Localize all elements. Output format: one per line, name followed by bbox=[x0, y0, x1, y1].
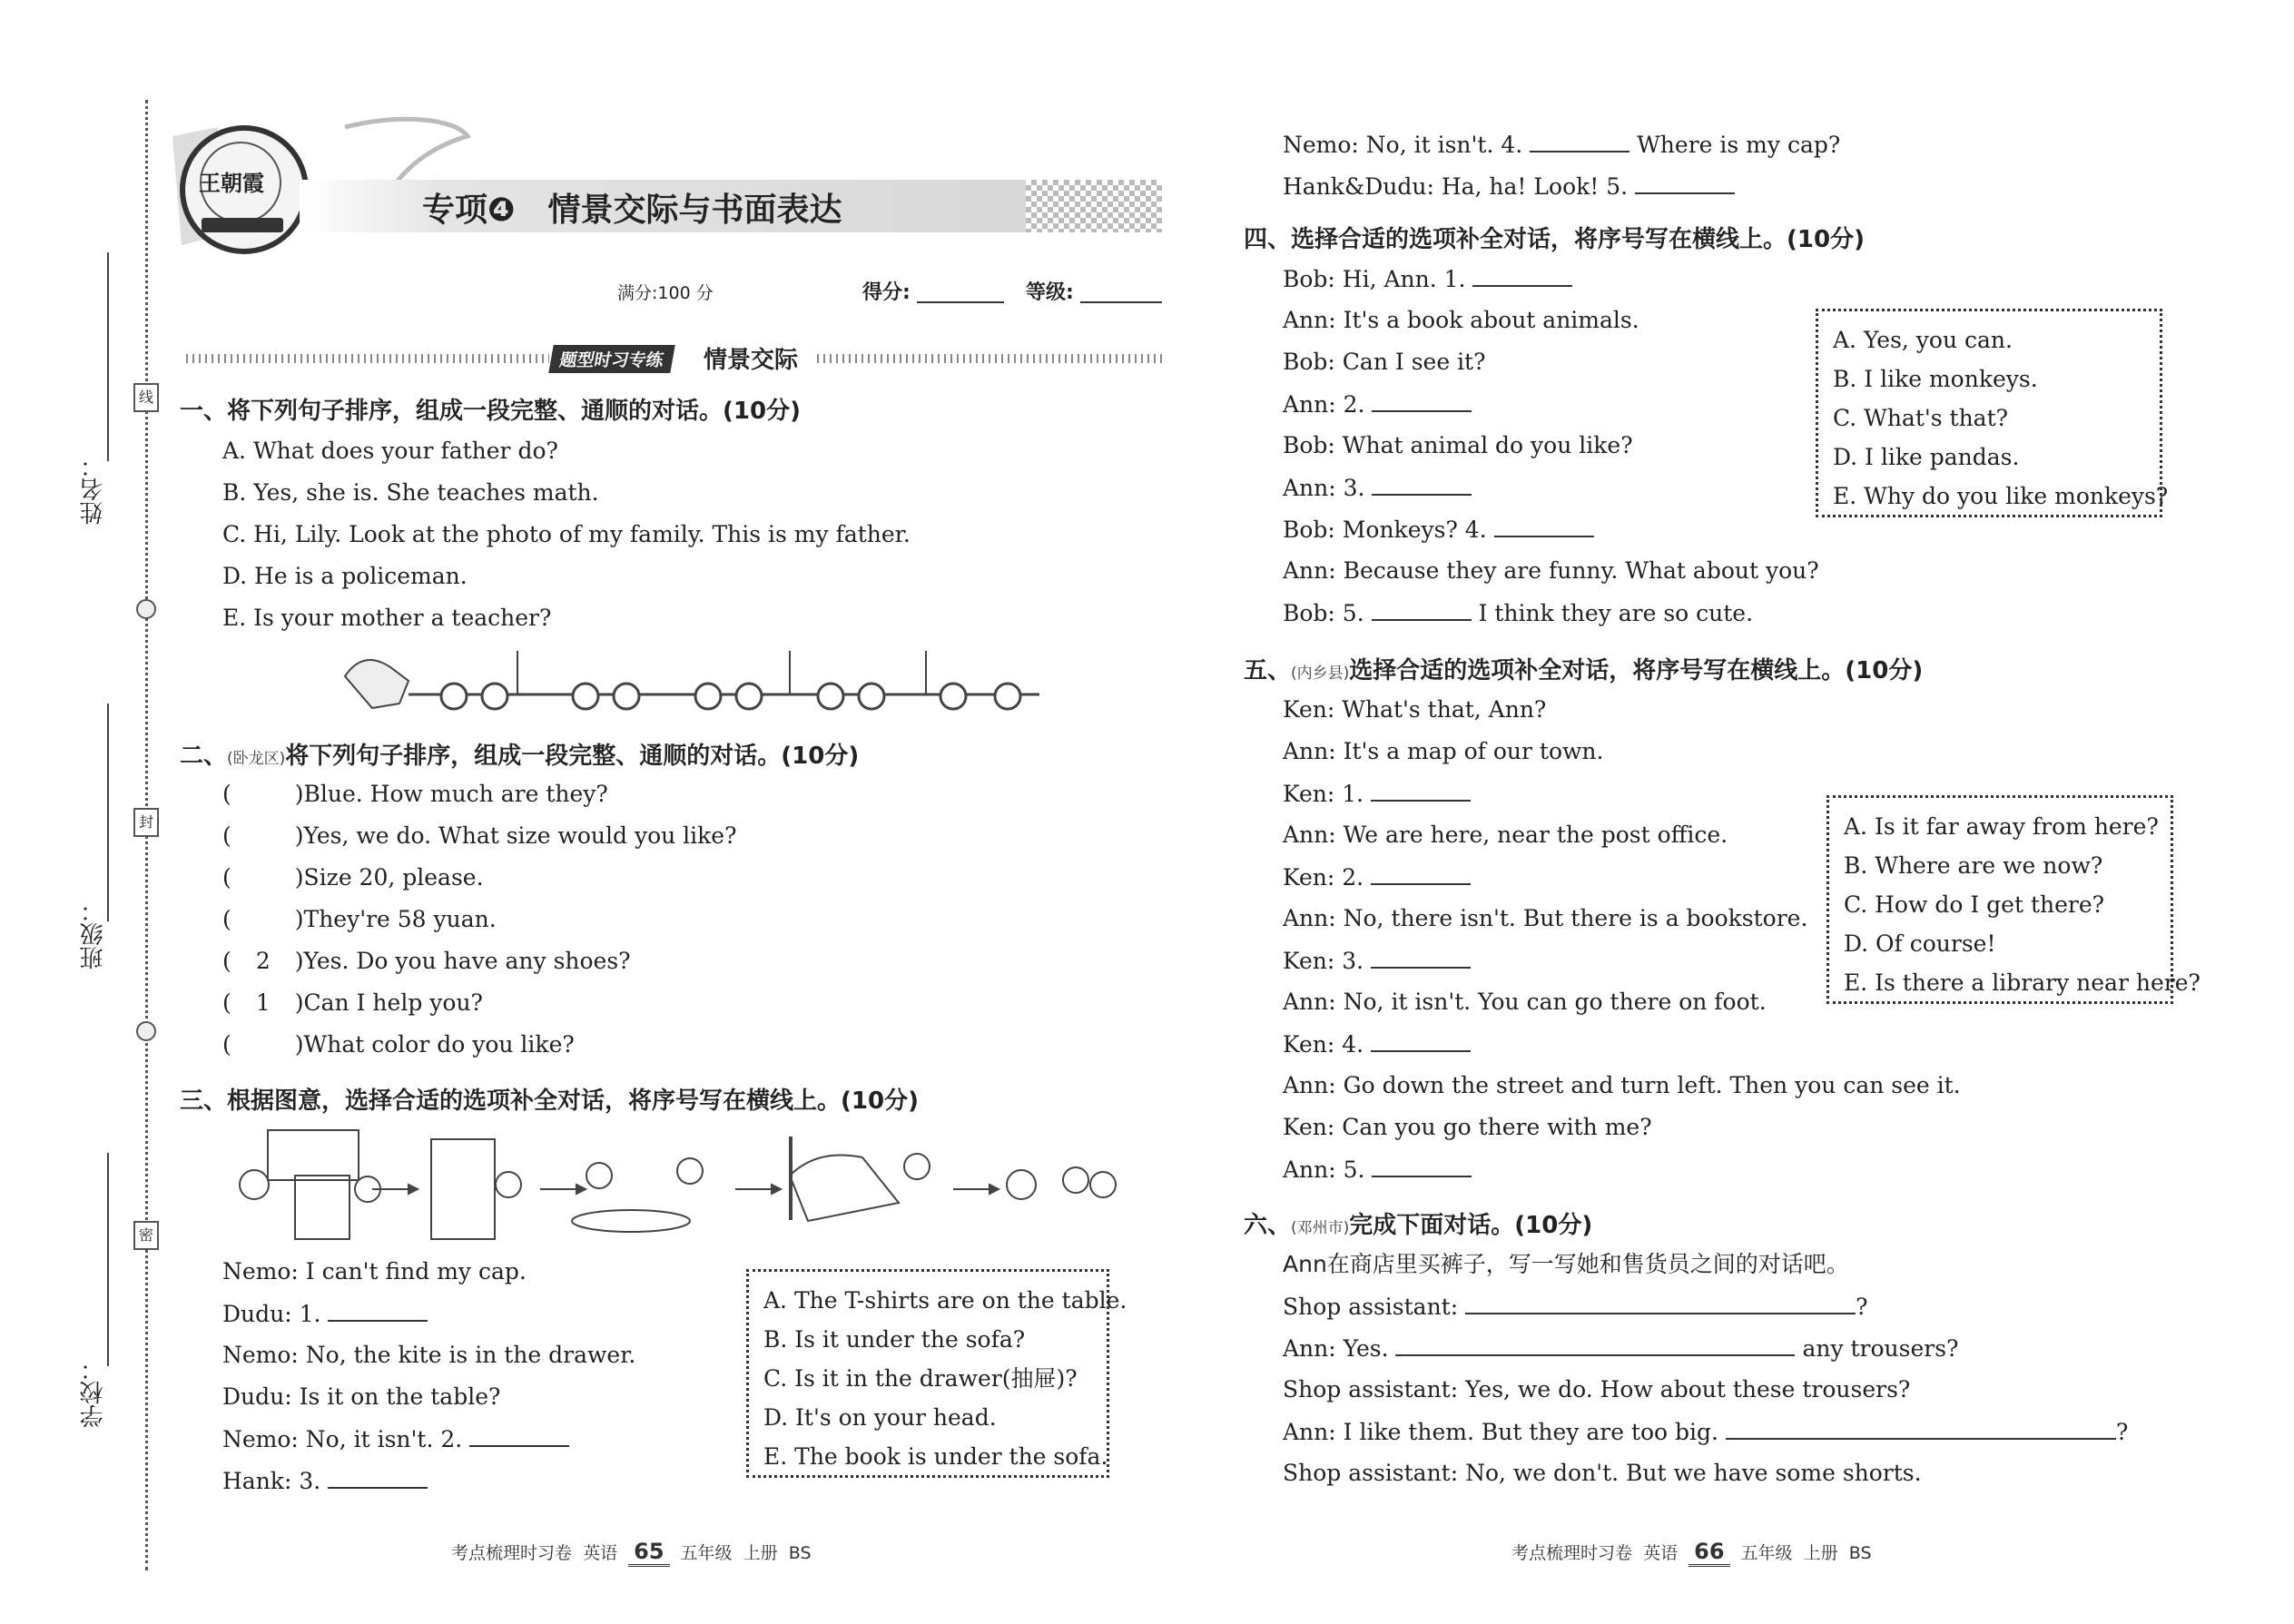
dash-rule bbox=[817, 354, 1162, 363]
answer-blank[interactable] bbox=[1494, 514, 1594, 537]
logo-text: 王朝霞 bbox=[199, 170, 264, 196]
name-label: 姓名： bbox=[80, 454, 107, 525]
s3-line: Nemo: No, it isn't. 4. Where is my cap? bbox=[1283, 129, 1840, 161]
answer-blank[interactable] bbox=[1372, 1154, 1472, 1177]
s5-line: Ken: 3. bbox=[1283, 945, 1471, 977]
s1-line: E. Is your mother a teacher? bbox=[222, 605, 552, 631]
score-field[interactable] bbox=[917, 301, 1004, 303]
s2-item: ( )Yes, we do. What size would you like? bbox=[222, 822, 737, 849]
s6-line: Shop assistant: Yes, we do. How about these trousers? bbox=[1283, 1376, 1911, 1403]
s5-options-box bbox=[1826, 795, 2200, 1004]
s6-line: Shop assistant: ? bbox=[1283, 1291, 1868, 1323]
footer-right: 考点梳理时习卷 英语 66 五年级 上册 BS bbox=[1511, 1539, 1872, 1567]
option: D. I like pandas. bbox=[1833, 444, 2020, 470]
s1-line: B. Yes, she is. She teaches math. bbox=[222, 479, 599, 506]
option: B. Is it under the sofa? bbox=[763, 1326, 1026, 1353]
s4-line: Bob: Hi, Ann. 1. bbox=[1283, 263, 1572, 295]
name-line bbox=[107, 252, 109, 461]
s3-line: Hank&Dudu: Ha, ha! Look! 5. bbox=[1283, 171, 1735, 202]
full-score: 满分:100 分 bbox=[617, 283, 714, 303]
s6-intro: Ann在商店里买裤子，写一写她和售货员之间的对话吧。 bbox=[1283, 1251, 1849, 1277]
answer-blank[interactable] bbox=[1395, 1333, 1795, 1356]
s3-options-box bbox=[746, 1269, 1127, 1478]
seal-mark-xian: 线 bbox=[133, 383, 159, 412]
s2-item: ( )They're 58 yuan. bbox=[222, 906, 497, 932]
brand-logo bbox=[180, 125, 309, 254]
binding-hole-icon bbox=[136, 1021, 156, 1041]
s2-item: ( )Size 20, please. bbox=[222, 864, 484, 891]
s5-line: Ann: It's a map of our town. bbox=[1283, 738, 1604, 764]
grade-field[interactable] bbox=[1080, 301, 1162, 303]
s4-line: Bob: Monkeys? 4. bbox=[1283, 514, 1594, 546]
s4-line: Ann: 3. bbox=[1283, 472, 1472, 504]
option: A. The T-shirts are on the table. bbox=[763, 1287, 1127, 1314]
s6-heading: 六、(邓州市)完成下面对话。(10分) bbox=[1244, 1212, 1593, 1239]
page-number: 65 bbox=[628, 1539, 669, 1567]
s6-line: Ann: I like them. But they are too big. ? bbox=[1283, 1416, 2128, 1448]
s3-line: Nemo: No, the kite is in the drawer. bbox=[222, 1342, 636, 1368]
s5-line: Ann: 5. bbox=[1283, 1154, 1472, 1186]
option: D. Of course! bbox=[1844, 930, 1996, 957]
s6-line: Ann: Yes. any trousers? bbox=[1283, 1333, 1958, 1364]
option: B. I like monkeys. bbox=[1833, 366, 2038, 392]
grade-label: 等级: bbox=[1026, 281, 1074, 304]
page-number: 66 bbox=[1689, 1539, 1729, 1567]
s4-line: Bob: What animal do you like? bbox=[1283, 432, 1633, 458]
s5-line: Ann: No, there isn't. But there is a bookstore. bbox=[1283, 905, 1808, 931]
page-title: 专项❹ 情景交际与书面表达 bbox=[422, 192, 842, 229]
answer-blank[interactable] bbox=[1371, 945, 1471, 969]
checker-decoration bbox=[1026, 180, 1162, 232]
s4-line: Ann: Because they are funny. What about you? bbox=[1283, 557, 1819, 584]
s4-heading: 四、选择合适的选项补全对话，将序号写在横线上。(10分) bbox=[1244, 226, 1865, 253]
s1-line: D. He is a policeman. bbox=[222, 563, 468, 589]
option: E. The book is under the sofa. bbox=[763, 1443, 1108, 1470]
option: E. Why do you like monkeys? bbox=[1833, 483, 2169, 509]
seal-mark-mi: 密 bbox=[133, 1221, 159, 1250]
s1-line: C. Hi, Lily. Look at the photo of my family. This is my father. bbox=[222, 521, 911, 547]
answer-blank[interactable] bbox=[1472, 263, 1572, 287]
s4-line: Bob: Can I see it? bbox=[1283, 349, 1486, 375]
answer-blank[interactable] bbox=[1371, 1029, 1471, 1052]
footer-left: 考点梳理时习卷 英语 65 五年级 上册 BS bbox=[451, 1539, 812, 1567]
s1-heading: 一、将下列句子排序，组成一段完整、通顺的对话。(10分) bbox=[180, 398, 801, 425]
answer-blank[interactable] bbox=[469, 1423, 569, 1447]
binding-hole-icon bbox=[136, 599, 156, 619]
s3-line: Dudu: Is it on the table? bbox=[222, 1383, 501, 1410]
s5-line: Ken: 2. bbox=[1283, 861, 1471, 893]
s1-line: A. What does your father do? bbox=[222, 438, 558, 464]
s6-line: Shop assistant: No, we don't. But we have some shorts. bbox=[1283, 1460, 1922, 1486]
s3-line: Dudu: 1. bbox=[222, 1298, 428, 1330]
s5-line: Ken: 4. bbox=[1283, 1029, 1471, 1060]
s2-item: ( 2 )Yes. Do you have any shoes? bbox=[222, 946, 631, 977]
option: A. Yes, you can. bbox=[1833, 327, 2013, 353]
s5-line: Ann: Go down the street and turn left. Then you can see it. bbox=[1283, 1072, 1961, 1098]
s3-line: Nemo: No, it isn't. 2. bbox=[222, 1423, 569, 1455]
s3-heading: 三、根据图意，选择合适的选项补全对话，将序号写在横线上。(10分) bbox=[180, 1088, 919, 1115]
school-label: 学校： bbox=[80, 1357, 107, 1428]
option: B. Where are we now? bbox=[1844, 852, 2103, 879]
option: C. Is it in the drawer(抽屉)? bbox=[763, 1365, 1078, 1392]
s4-line: Bob: 5. I think they are so cute. bbox=[1283, 597, 1753, 629]
option: E. Is there a library near here? bbox=[1844, 969, 2200, 996]
answer-blank[interactable] bbox=[1530, 129, 1629, 153]
s2-item: ( )What color do you like? bbox=[222, 1031, 575, 1058]
answer-blank[interactable] bbox=[1371, 778, 1471, 802]
option: D. It's on your head. bbox=[763, 1404, 997, 1431]
score-label: 得分: bbox=[862, 281, 911, 304]
s5-line: Ann: No, it isn't. You can go there on foot. bbox=[1283, 989, 1767, 1015]
seal-mark-feng: 封 bbox=[133, 808, 159, 837]
answer-blank[interactable] bbox=[1726, 1416, 2116, 1440]
answer-blank[interactable] bbox=[328, 1298, 428, 1322]
school-line bbox=[107, 1153, 109, 1366]
s4-options-box bbox=[1816, 309, 2169, 517]
option: C. How do I get there? bbox=[1844, 891, 2105, 918]
s5-line: Ken: 1. bbox=[1283, 778, 1471, 810]
horse-carriage-illustration bbox=[336, 640, 1044, 722]
s5-line: Ken: What's that, Ann? bbox=[1283, 696, 1547, 723]
answer-blank[interactable] bbox=[1635, 171, 1735, 194]
story-illustration bbox=[227, 1121, 1135, 1248]
class-line bbox=[107, 704, 109, 921]
s2-item: ( )Blue. How much are they? bbox=[222, 781, 608, 807]
answer-blank[interactable] bbox=[328, 1465, 428, 1489]
class-label: 班级： bbox=[80, 899, 107, 969]
s5-line: Ann: We are here, near the post office. bbox=[1283, 822, 1728, 848]
answer-slot[interactable]: 2 bbox=[255, 948, 271, 974]
option: A. Is it far away from here? bbox=[1844, 813, 2159, 840]
s4-line: Ann: 2. bbox=[1283, 389, 1472, 420]
answer-blank[interactable] bbox=[1372, 389, 1472, 412]
s5-line: Ken: Can you go there with me? bbox=[1283, 1114, 1652, 1140]
answer-slot[interactable]: 1 bbox=[255, 989, 271, 1016]
s3-line: Hank: 3. bbox=[222, 1465, 428, 1497]
answer-blank[interactable] bbox=[1372, 597, 1472, 621]
s4-line: Ann: It's a book about animals. bbox=[1283, 307, 1639, 333]
badge: 题型时习专练 bbox=[548, 345, 674, 373]
s3-line: Nemo: I can't find my cap. bbox=[222, 1258, 527, 1284]
answer-blank[interactable] bbox=[1465, 1291, 1856, 1314]
s2-heading: 二、(卧龙区)将下列句子排序，组成一段完整、通顺的对话。(10分) bbox=[180, 743, 860, 770]
answer-blank[interactable] bbox=[1371, 861, 1471, 885]
answer-blank[interactable] bbox=[1372, 472, 1472, 496]
s2-item: ( 1 )Can I help you? bbox=[222, 988, 483, 1019]
s5-heading: 五、(内乡县)选择合适的选项补全对话，将序号写在横线上。(10分) bbox=[1244, 657, 1924, 684]
option: C. What's that? bbox=[1833, 405, 2009, 431]
dash-rule bbox=[186, 354, 549, 363]
section-name: 情景交际 bbox=[704, 347, 799, 374]
